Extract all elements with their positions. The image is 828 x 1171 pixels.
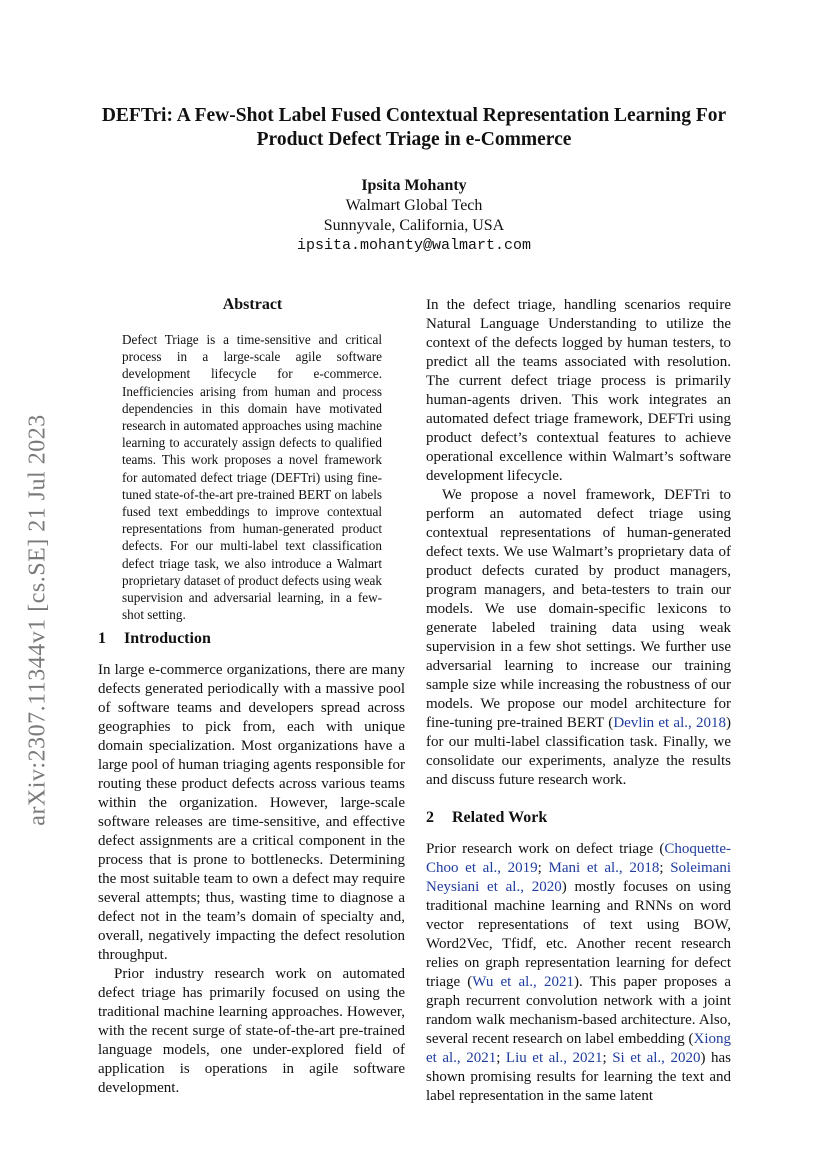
citation-separator: ; — [537, 860, 549, 876]
abstract-text: Defect Triage is a time-sensitive and critical process in a large-scale agile software development lifecycle for e-commerce. Inefficiencies arising from human and process dependencies in this domain have motivated research in automated approaches using machine learning to accurately assign defects to qualified teams. This work proposes a novel framework for automated defect triage (DEFTri) using fine-tuned state-of-the-art pre-trained BERT on labels fused text embeddings to improve contextual representations from human-generated product defects. For our multi-label text classification defect triage task, we also introduce a Walmart proprietary dataset of product defects using weak supervision and adversarial learning, in a few-shot setting. — [122, 332, 382, 623]
section-title: Related Work — [452, 809, 548, 826]
arxiv-identifier-text: arXiv:2307.11344v1 [cs.SE] 21 Jul 2023 — [24, 414, 51, 826]
author-name: Ipsita Mohanty — [361, 177, 467, 194]
intro-paragraph-3: In the defect triage, handling scenarios require Natural Language Understanding to utilize the context of the defects logged by human testers, to predict all the teams associated with resolution. The current defect triage process is primarily human-agents driven. This work integrates an automated defect triage framework, DEFTri using product defect’s contextual features to achieve operational excellence within Walmart’s software development lifecycle. — [426, 297, 731, 484]
citation-link[interactable]: Xiong et al., 2021 — [426, 1031, 731, 1066]
author-block — [200, 176, 628, 256]
right-column — [426, 296, 731, 1106]
citation-separator: ; — [602, 1050, 613, 1066]
paper-title — [80, 104, 748, 152]
section-title: Introduction — [124, 630, 211, 647]
citation-separator: ; — [659, 860, 671, 876]
intro-paragraph-2: Prior industry research work on automated defect triage has primarily focused on using the traditional machine learning approaches. However, with the recent surge of state-of-the-art pre-trained language models, one under-explored field of application is operations in agile software development. — [98, 966, 405, 1096]
rw-text-a: Prior research work on defect triage ( — [426, 841, 665, 857]
citation-link[interactable]: Soleimani Neysiani et al., 2020 — [426, 860, 732, 895]
section-number: 1 — [98, 630, 106, 647]
rw-text-d: ) has shown promising results for learning the text and label representation in the same latent — [426, 1050, 731, 1104]
author-location: Sunnyvale, California, USA — [323, 217, 505, 234]
citation-link[interactable]: Devlin et al., 2018 — [613, 715, 726, 731]
intro-paragraph-4 — [426, 486, 731, 790]
title-line-1: DEFTri: A Few-Shot Label Fused Contextual Representation Learning For — [101, 105, 727, 126]
abstract-body — [122, 331, 382, 623]
rw-text-b: ) mostly focuses on using traditional machine learning and RNNs on word vector representations of text using BOW, Word2Vec, Tfidf, etc. Another recent research relies on graph representation learning for defect triage ( — [426, 879, 731, 990]
section-number: 2 — [426, 809, 434, 826]
left-column — [98, 629, 405, 1098]
intro-paragraph-1: In large e-commerce organizations, there are many defects generated periodically with a massive pool of software teams and developers spread across geographies to pick from, each with unique domain specialization. Most organizations have a large pool of human triaging agents responsible for routing these product defects across various teams within the organization. However, large-scale software releases are time-sensitive, and effective defect assignments are a critical component in the process that is prone to bottlenecks. Determining the most suitable team to own a defect may require several attempts; thus, wasting time to diagnose a defect not in the team’s domain of specialty and, overall, negatively impacting the defect resolution throughput. — [98, 662, 405, 963]
intro-p4-text-b: ) for our multi-label classification task. Finally, we consolidate our experiments, analyze the results and discuss future research work. — [426, 715, 731, 788]
introduction-heading — [98, 629, 405, 648]
citation-link[interactable]: Liu et al., 2021 — [505, 1050, 603, 1066]
citation-link[interactable]: Mani et al., 2018 — [548, 860, 660, 876]
abstract-heading: Abstract — [222, 296, 283, 313]
citation-link[interactable]: Choquette-Choo et al., 2019 — [426, 841, 731, 876]
intro-p4-text-a: We propose a novel framework, DEFTri to perform an automated defect triage using contextual representations of human-generated defect texts. We use Walmart’s proprietary data of product defects curated by product managers, program managers, and beta-testers to train our models. We use domain-specific lexicons to generate labeled training data using weak supervision in a few shot settings. We further use adversarial learning to increase our training sample size while increasing the robustness of our models. We propose our model architecture for fine-tuning pre-trained BERT ( — [426, 487, 731, 731]
author-affiliation: Walmart Global Tech — [345, 197, 483, 214]
title-line-2: Product Defect Triage in e-Commerce — [256, 129, 572, 150]
citation-link[interactable]: Si et al., 2020 — [612, 1050, 701, 1066]
rw-text-c: ). This paper proposes a graph recurrent convolution network with a joint random walk mechanism-based architecture. Also, several recent research on label embedding ( — [426, 974, 732, 1047]
arxiv-identifier — [18, 380, 58, 860]
author-email[interactable]: ipsita.mohanty@walmart.com — [296, 237, 532, 254]
related-work-heading — [426, 808, 731, 827]
citation-separator: ; — [496, 1050, 506, 1066]
citation-link[interactable]: Wu et al., 2021 — [472, 974, 574, 990]
related-work-paragraph — [426, 840, 731, 1106]
